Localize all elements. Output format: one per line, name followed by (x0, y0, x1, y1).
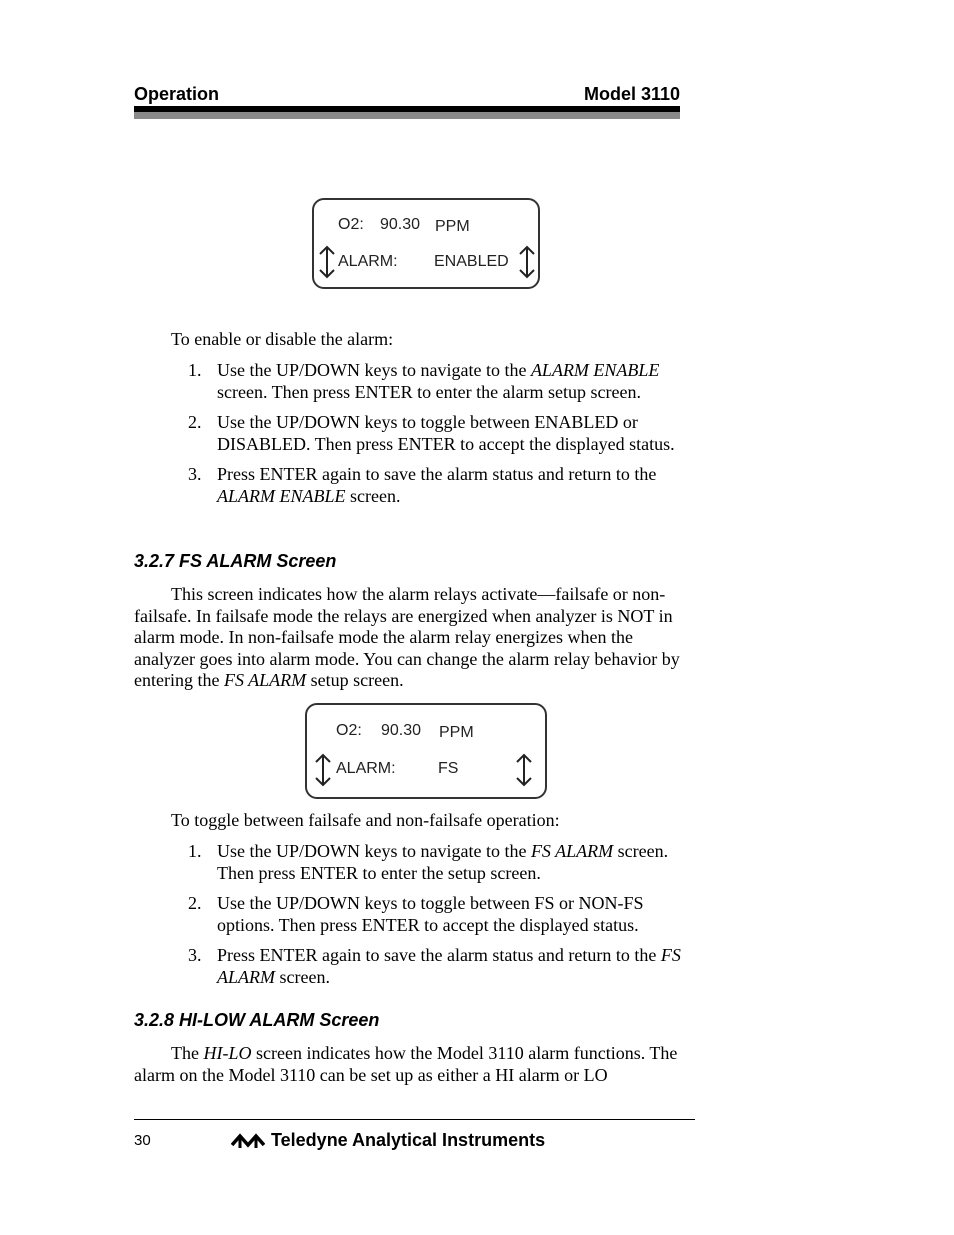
item-text: screen. (345, 485, 401, 506)
display-label: ALARM: (336, 760, 396, 777)
footer-rule (134, 1119, 695, 1120)
list-item (188, 464, 688, 507)
item-number: 3. (188, 464, 202, 485)
display-status: FS (438, 760, 459, 777)
display-gas: O2: (336, 722, 362, 739)
list-item (188, 412, 688, 455)
header-rule-shadow (134, 112, 680, 119)
list-item (188, 893, 688, 936)
item-emphasis: FS ALARM (217, 945, 681, 987)
alarm-enable-display (312, 198, 540, 289)
display-value: 90.30 (381, 722, 422, 739)
up-down-arrow-icon (317, 245, 337, 279)
running-header (134, 84, 680, 105)
para-text: setup screen. (306, 670, 404, 691)
section-heading-327: 3.2.7 FS ALARM Screen (134, 551, 337, 571)
display-unit: PPM (439, 724, 474, 741)
item-text: Press ENTER again to save the alarm status and return to the (217, 464, 657, 485)
item-emphasis: ALARM ENABLE (530, 360, 660, 380)
display-unit: PPM (435, 218, 470, 235)
item-emphasis: FS ALARM (530, 841, 614, 861)
item-text: Use the UP/DOWN keys to toggle between FS or NON-FS options. Then press ENTER to accept the displayed status. (217, 893, 644, 935)
item-emphasis: ALARM ENABLE (217, 485, 346, 506)
intro-toggle: To toggle between failsafe and non-failsafe operation: (171, 810, 560, 830)
para-emphasis: HI-LO (203, 1043, 252, 1063)
item-number: 3. (188, 945, 202, 966)
para-text: This screen indicates how the alarm relays activate—failsafe or non-failsafe. In failsafe mode the relays are energized when analyzer is NOT in alarm mode. In non-failsafe mode the alarm relay energizes when the analyzer goes into alarm mode. You can change the alarm relay behavior by entering the (134, 584, 680, 691)
list-item (188, 945, 688, 988)
item-text: Use the UP/DOWN keys to navigate to the (217, 360, 531, 380)
item-text: screen. (275, 966, 330, 987)
up-down-arrow-icon (313, 753, 333, 787)
teledyne-logo-icon (231, 1133, 265, 1149)
list-item (188, 841, 688, 884)
display-value: 90.30 (380, 216, 421, 233)
up-down-arrow-icon (514, 753, 534, 787)
item-number: 2. (188, 893, 202, 914)
para-text: screen indicates how the Model 3110 alarm functions. The alarm on the Model 3110 can be set up as either a HI alarm or LO (134, 1043, 678, 1085)
item-text: screen. Then press ENTER to enter the setup screen. (217, 841, 669, 883)
list-item (188, 360, 688, 403)
para-emphasis: FS ALARM (223, 670, 307, 691)
page-number: 30 (134, 1132, 151, 1149)
fs-alarm-display (305, 703, 547, 799)
header-section: Operation (134, 84, 220, 104)
item-text: Press ENTER again to save the alarm status and return to the (217, 945, 661, 966)
section-heading-328: 3.2.8 HI-LOW ALARM Screen (134, 1010, 380, 1030)
item-number: 1. (188, 360, 202, 380)
up-down-arrow-icon (517, 245, 537, 279)
item-text: Use the UP/DOWN keys to toggle between ENABLED or DISABLED. Then press ENTER to accept the displayed status. (217, 412, 675, 454)
enable-steps (188, 360, 688, 508)
company-name: Teledyne Analytical Instruments (271, 1130, 546, 1150)
hi-lo-paragraph (134, 1043, 680, 1086)
display-label: ALARM: (338, 253, 398, 270)
item-text: Use the UP/DOWN keys to navigate to the (217, 841, 531, 861)
display-gas: O2: (338, 216, 364, 233)
fs-alarm-paragraph (134, 584, 680, 692)
item-number: 1. (188, 841, 202, 861)
item-number: 2. (188, 412, 202, 433)
footer-brand (231, 1130, 545, 1151)
header-model: Model 3110 (583, 84, 680, 104)
item-text: screen. Then press ENTER to enter the alarm setup screen. (217, 381, 642, 402)
para-text: The (171, 1043, 204, 1063)
display-status: ENABLED (434, 253, 509, 270)
intro-enable: To enable or disable the alarm: (171, 329, 394, 349)
toggle-steps (188, 841, 688, 989)
